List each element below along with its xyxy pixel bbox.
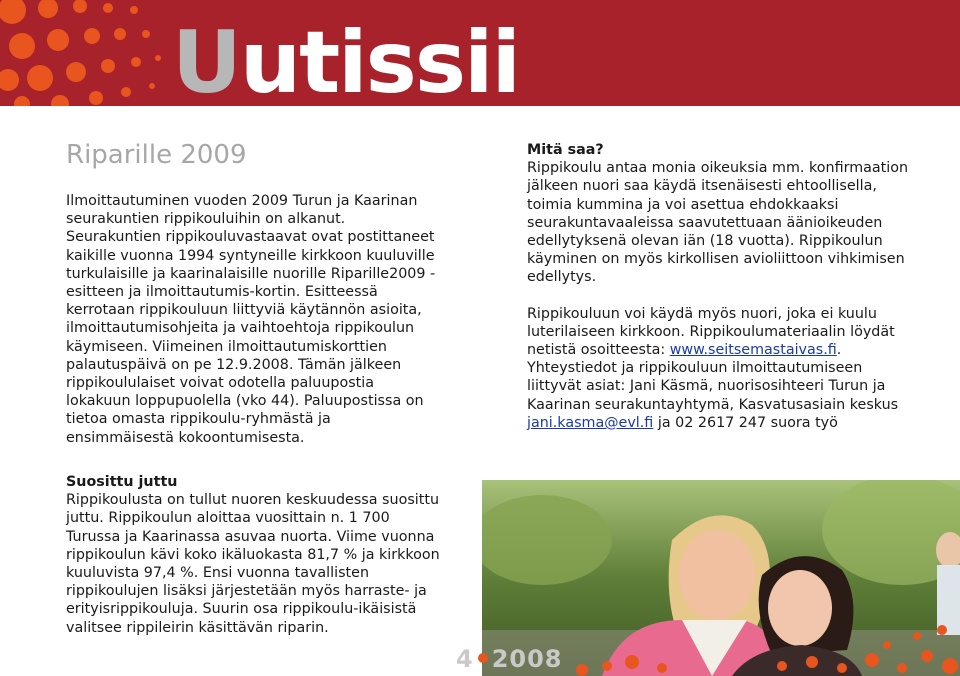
what-heading: Mitä saa?	[527, 142, 604, 158]
popular-heading: Suosittu juttu	[66, 474, 178, 490]
what-paragraph: Rippikoulu antaa monia oikeuksia mm. konfirmaation jälkeen nuori saa käydä itsenäisesti ehtoollisella, toimia kummina ja voi asettua ehdokkaaksi seurakuntavaaleissa saavutettuaan äänioikeuden edellytyksenä olevan iän (18 vuotta). Rippikoulun käyminen on myös kirkollisen avioliittoon vihkimisen edellytys.	[527, 160, 909, 286]
separator-dot-icon	[478, 653, 488, 663]
masthead-rest: utissii	[239, 13, 519, 106]
popular-paragraph: Rippikoulusta on tullut nuoren keskuudessa suosittu juttu. Rippikoulun aloittaa vuosittain n. 1 700 Turussa ja Kaarinassa asuvaa nuorta. Viime vuonna rippikoulun kävi koko ikäluokasta 81,7 % ja kirkkoon kuuluvista 97,4 %. Ensi vuonna tavallisten rippikoulujen lisäksi järjestetään myös harraste- ja erityisrippikouluja. Suurin osa rippikoulu-ikäisistä valitsee rippileirin käsittävän riparin.	[66, 492, 440, 636]
nonmember-text: Rippikouluun voi käydä myös nuori, joka ei kuulu luterilaiseen kirkkoon. Rippikoulumateriaalin löydät netistä osoitteesta:	[527, 305, 895, 359]
contact-phone: ja 02 2617 247 suora työ	[653, 414, 838, 431]
rights-section	[527, 141, 917, 432]
header-banner	[0, 0, 960, 106]
page-number	[456, 645, 563, 673]
contact-line	[527, 414, 917, 432]
nonmember-text-end: .	[836, 342, 842, 359]
masthead-first-letter: U	[172, 13, 240, 106]
website-link[interactable]: www.seitsemastaivas.fi	[669, 342, 837, 359]
masthead-title	[172, 13, 519, 106]
page-year: 2008	[491, 645, 563, 673]
nonmember-paragraph	[527, 305, 917, 360]
intro-paragraph: Ilmoittautuminen vuoden 2009 Turun ja Kaarinan seurakuntien rippikouluihin on alkanut. Seurakuntien rippikouluvastaavat ovat postittaneet kaikille vuonna 1994 syntyneille kirkkoon kuuluville turkulaisille ja kaarinalaisille nuorille Riparille2009 -esitteen ja ilmoittautumis-kortin. Esitteessä kerrotaan rippikouluun liittyviä käytännön asioita, ilmoittautumisohjeita ja vaihtoehtoja rippikoulun käymiseen. Viimeinen ilmoittautumiskorttien palautuspäivä on pe 12.9.2008. Tämän jälkeen rippikoululaiset voivat odotella paluupostia lokakuun loppupuolella (vko 44). Paluupostissa on tietoa omasta rippikoulu-ryhmästä ja ensimmäisestä kokoontumisesta.	[66, 193, 436, 446]
popular-section	[66, 473, 441, 637]
article-title: Riparille 2009	[66, 140, 247, 170]
email-link[interactable]: jani.kasma@evl.fi	[527, 414, 654, 431]
orange-dots-decoration	[0, 0, 170, 106]
page-number-value: 4	[456, 645, 474, 673]
contact-paragraph: Yhteystiedot ja rippikouluun ilmoittautumiseen liittyvät asiat: Jani Käsmä, nuorisosihteeri Turun ja Kaarinan seurakuntayhtymä, Kasvatusasiain keskus	[527, 360, 899, 413]
